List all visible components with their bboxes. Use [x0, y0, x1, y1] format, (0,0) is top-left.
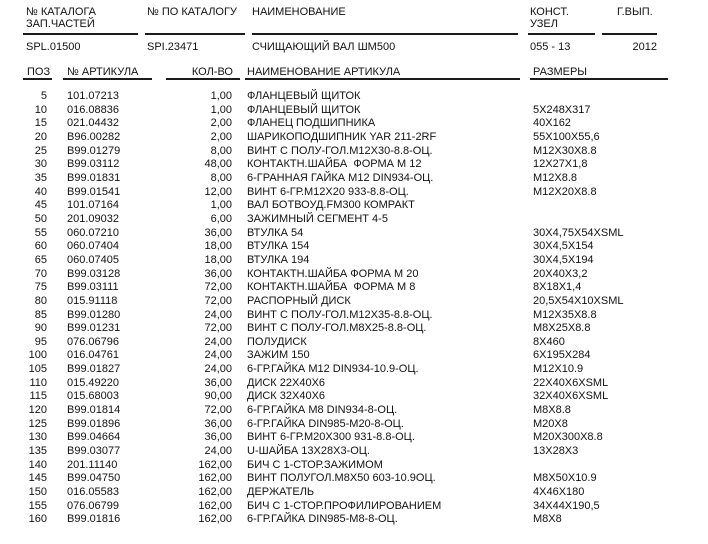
by-catalog-no-value: SPI.23471: [147, 41, 199, 53]
article-cell: B99.01814: [67, 404, 121, 417]
table-row: [14, 377, 694, 391]
article-cell: B99.01831: [67, 171, 121, 184]
size-cell: 40X162: [533, 117, 571, 130]
qty-cell: 36,00: [204, 226, 232, 239]
size-cell: 20,5X54X10XSML: [533, 294, 624, 307]
qty-cell: 72,00: [204, 322, 232, 335]
size-cell: 30X4,5X154: [533, 240, 594, 253]
qty-cell: 24,00: [204, 335, 232, 348]
article-cell: B96.00282: [67, 130, 121, 143]
column-header-pos: ПОЗ: [27, 66, 51, 78]
article-name-cell: ВАЛ БОТВОУД.FM300 КОМРАКТ: [247, 199, 415, 212]
qty-cell: 162,00: [198, 458, 232, 471]
qty-cell: 18,00: [204, 240, 232, 253]
column-header-article: № АРТИКУЛА: [67, 66, 139, 78]
article-cell: 015.91118: [67, 294, 118, 307]
article-name-cell: U-ШАЙБА 13X28X3-ОЦ.: [247, 445, 370, 458]
pos-cell: 5: [40, 90, 47, 102]
qty-cell: 72,00: [204, 294, 232, 307]
size-cell: 6X195X284: [533, 349, 591, 362]
pos-cell: 150: [28, 486, 47, 499]
article-cell: 076.06799: [67, 499, 119, 512]
size-cell: 8X18X1,4: [533, 281, 582, 294]
qty-cell: 36,00: [204, 431, 232, 444]
article-name-cell: ВТУЛКА 54: [247, 226, 304, 239]
pos-cell: 95: [34, 335, 47, 348]
pos-underline: [23, 78, 52, 80]
table-row: [14, 431, 694, 445]
catalog-no-value: SPL.01500: [26, 41, 81, 53]
article-name-cell: ВИНТ С ПОЛУ-ГОЛ.M8X25-8.8-ОЦ.: [247, 322, 427, 335]
table-row: [14, 445, 694, 459]
pos-cell: 100: [28, 349, 47, 362]
pos-cell: 155: [28, 499, 47, 512]
pos-cell: 145: [28, 472, 47, 485]
article-name-cell: ВТУЛКА 154: [247, 240, 310, 253]
pos-cell: 55: [34, 226, 47, 239]
unit-label-line1: КОНСТ.: [530, 6, 569, 18]
pos-cell: 30: [34, 158, 47, 171]
qty-cell: 24,00: [204, 349, 232, 362]
article-cell: B99.01816: [67, 513, 121, 526]
size-cell: 30X4,5X194: [533, 253, 594, 266]
article-name-cell: 6-ГР.ГАЙКА M8 DIN934-8-ОЦ.: [247, 404, 398, 417]
table-row: [14, 213, 694, 227]
article-name-cell: ПОЛУДИСК: [247, 335, 307, 348]
article-underline: [63, 78, 152, 80]
article-name-cell: ВТУЛКА 194: [247, 253, 310, 266]
pos-cell: 70: [34, 267, 47, 280]
article-name-cell: БИЧ С 1-СТОР.ЗАЖИМОМ: [247, 458, 383, 471]
article-name-cell: КОНТАКТН.ШАЙБА ФОРМА М 12: [247, 158, 422, 171]
qty-cell: 162,00: [198, 499, 232, 512]
article-cell: 201.11140: [67, 458, 118, 471]
article-name-cell: ЗАЖИМНЫЙ СЕГМЕНТ 4-5: [247, 212, 388, 225]
qty-cell: 72,00: [204, 281, 232, 294]
unit-underline: [528, 33, 595, 35]
table-row: [14, 363, 694, 377]
article-cell: B99.03077: [67, 445, 121, 458]
table-row: [14, 172, 694, 186]
article-name-cell: ВИНТ 6-ГР.M20X300 931-8.8-ОЦ.: [247, 431, 415, 444]
qty-cell: 162,00: [198, 486, 232, 499]
pos-cell: 140: [28, 458, 47, 471]
pos-cell: 45: [34, 199, 47, 212]
year-label: Г.ВЫП.: [617, 6, 653, 18]
catalog-no-label-line2: ЗАП.ЧАСТЕЙ: [26, 18, 95, 30]
article-cell: B99.04664: [67, 431, 121, 444]
article-cell: 076.06796: [67, 335, 119, 348]
size-cell: 34X44X190,5: [533, 499, 600, 512]
unit-label-line2: УЗЕЛ: [530, 18, 558, 30]
pos-cell: 35: [34, 171, 47, 184]
table-row: [14, 199, 694, 213]
article-cell: 016.04761: [67, 349, 119, 362]
qty-cell: 18,00: [204, 253, 232, 266]
size-cell: 32X40X6XSML: [533, 390, 609, 403]
article-name-cell: ЗАЖИМ 150: [247, 349, 310, 362]
name-value: СЧИЩАЮЩИЙ ВАЛ ШМ500: [252, 41, 396, 53]
pos-cell: 85: [34, 308, 47, 321]
qty-underline: [166, 78, 240, 80]
qty-cell: 6,00: [210, 212, 232, 225]
table-row: [14, 131, 694, 145]
article-name-cell: ВИНТ ПОЛУГОЛ.M8X50 603-10.9ОЦ.: [247, 472, 436, 485]
table-row: [14, 186, 694, 200]
unit-label: [530, 6, 569, 30]
size-cell: 12X27X1,8: [533, 158, 588, 171]
size-cell: M12X30X8.8: [533, 144, 597, 157]
qty-cell: 1,00: [210, 103, 232, 116]
table-row: [14, 268, 694, 282]
pos-cell: 105: [28, 363, 47, 376]
qty-cell: 24,00: [204, 308, 232, 321]
size-cell: 5X248X317: [533, 103, 591, 116]
article-name-cell: ДИСК 22X40X6: [247, 376, 326, 389]
article-name-cell: ВИНТ С ПОЛУ-ГОЛ.M12X35-8.8-ОЦ.: [247, 308, 433, 321]
pos-cell: 25: [34, 144, 47, 157]
table-row: [14, 500, 694, 514]
table-row: [14, 404, 694, 418]
size-cell: 13X28X3: [533, 445, 579, 458]
article-cell: 021.04432: [67, 117, 119, 130]
size-cell: 20X40X3,2: [533, 267, 588, 280]
article-name-cell: ВИНТ 6-ГР.М12X20 933-8.8-ОЦ.: [247, 185, 409, 198]
pos-cell: 160: [28, 513, 47, 526]
size-cell: 55X100X55,6: [533, 130, 600, 143]
size-cell: M20X8: [533, 417, 568, 430]
table-row: [14, 254, 694, 268]
catalog-no-underline: [23, 33, 138, 35]
article-name-cell: БИЧ С 1-СТОР.ПРОФИЛИРОВАНИЕМ: [247, 499, 442, 512]
table-row: [14, 322, 694, 336]
pos-cell: 20: [34, 130, 47, 143]
article-cell: B99.01896: [67, 417, 121, 430]
size-cell: M12X20X8.8: [533, 185, 597, 198]
table-row: [14, 90, 694, 104]
table-row: [14, 418, 694, 432]
article-cell: B99.01827: [67, 363, 121, 376]
size-cell: 30X4,75X54XSML: [533, 226, 624, 239]
article-cell: 015.68003: [67, 390, 119, 403]
catalog-no-label: [26, 6, 96, 30]
pos-cell: 60: [34, 240, 47, 253]
qty-cell: 1,00: [210, 90, 232, 102]
article-cell: 015.49220: [67, 376, 119, 389]
article-name-cell: ШАРИКОПОДШИПНИК YAR 211-2RF: [247, 130, 437, 143]
by-catalog-no-label: № ПО КАТАЛОГУ: [147, 6, 237, 18]
table-row: [14, 309, 694, 323]
pos-cell: 135: [28, 445, 47, 458]
article-cell: B99.01279: [67, 144, 121, 157]
table-row: [14, 295, 694, 309]
article-name-cell: ФЛАНЦЕВЫЙ ЩИТОК: [247, 90, 361, 102]
qty-cell: 162,00: [198, 472, 232, 485]
size-cell: M12X35X8.8: [533, 308, 597, 321]
pos-cell: 75: [34, 281, 47, 294]
article-cell: 060.07404: [67, 240, 119, 253]
article-name-cell: ДЕРЖАТЕЛЬ: [247, 486, 315, 499]
size-cell: M8X25X8.8: [533, 322, 591, 335]
table-row: [14, 390, 694, 404]
article-cell: B99.04750: [67, 472, 121, 485]
table-row: [14, 513, 694, 527]
qty-cell: 24,00: [204, 445, 232, 458]
pos-cell: 110: [29, 376, 47, 389]
article-cell: 060.07405: [67, 253, 119, 266]
article-name-cell: РАСПОРНЫЙ ДИСК: [247, 294, 351, 307]
by-catalog-no-underline: [145, 33, 245, 35]
table-row: [14, 117, 694, 131]
column-header-size: РАЗМЕРЫ: [533, 66, 588, 78]
article-cell: 201.09032: [67, 212, 119, 225]
qty-cell: 8,00: [210, 171, 232, 184]
article-name-cell: ДИСК 32X40X6: [247, 390, 326, 403]
pos-cell: 65: [34, 253, 47, 266]
table-row: [14, 104, 694, 118]
size-cell: 8X460: [533, 335, 565, 348]
qty-cell: 2,00: [210, 117, 232, 130]
catalog-no-label-line1: № КАТАЛОГА: [26, 6, 97, 18]
qty-cell: 90,00: [204, 390, 232, 403]
qty-cell: 162,00: [198, 513, 232, 526]
size-cell: M8X8.8: [533, 404, 571, 417]
article-name-cell: ФЛАНЕЦ ПОДШИПНИКА: [247, 117, 376, 130]
article-cell: 016.05583: [67, 486, 119, 499]
qty-cell: 24,00: [204, 363, 232, 376]
pos-cell: 130: [28, 431, 47, 444]
article-name-cell: КОНТАКТН.ШАЙБА ФОРМА М 20: [247, 267, 419, 280]
pos-cell: 50: [34, 212, 47, 225]
article-cell: 101.07213: [67, 90, 119, 102]
qty-cell: 48,00: [204, 158, 232, 171]
article-cell: B99.03112: [67, 158, 120, 171]
table-row: [14, 472, 694, 486]
article-cell: B99.01280: [67, 308, 121, 321]
qty-cell: 1,00: [210, 199, 232, 212]
pos-cell: 115: [29, 390, 47, 403]
pos-cell: 15: [34, 117, 47, 130]
article-cell: 101.07164: [67, 199, 119, 212]
article-name-cell: 6-ГР.ГАЙКА DIN985-M8-8-ОЦ.: [247, 513, 398, 526]
pos-cell: 120: [28, 404, 47, 417]
table-row: [14, 486, 694, 500]
article-cell: B99.01231: [67, 322, 121, 335]
column-header-qty: КОЛ-ВО: [191, 66, 233, 78]
qty-cell: 36,00: [204, 267, 232, 280]
year-underline: [602, 33, 657, 35]
size-cell: M20X300X8.8: [533, 431, 603, 444]
qty-cell: 12,00: [204, 185, 232, 198]
pos-cell: 40: [34, 185, 47, 198]
qty-cell: 36,00: [204, 417, 232, 430]
name-label: НАИМЕНОВАНИЕ: [252, 6, 346, 18]
name-underline: [252, 33, 518, 35]
article-name-cell: 6-ГРАННАЯ ГАЙКА М12 DIN934-ОЦ.: [247, 171, 434, 184]
size-cell: 4X46X180: [533, 486, 585, 499]
unit-value: 055 - 13: [530, 41, 571, 53]
article-name-cell: 6-ГР.ГАЙКА DIN985-M20-8-ОЦ.: [247, 417, 404, 430]
pos-cell: 125: [28, 417, 47, 430]
table-row: [14, 281, 694, 295]
size-cell: M8X50X10.9: [533, 472, 597, 485]
qty-cell: 36,00: [204, 376, 232, 389]
table-row: [14, 349, 694, 363]
size-cell: M12X8.8: [533, 171, 578, 184]
article-cell: B99.03111: [67, 281, 119, 294]
article-cell: B99.03128: [67, 267, 121, 280]
size-underline: [530, 78, 668, 80]
size-cell: M8X8: [533, 513, 562, 526]
table-row: [14, 336, 694, 350]
article-cell: B99.01541: [67, 185, 121, 198]
article-cell: 060.07210: [67, 226, 119, 239]
parts-table-body: [14, 90, 694, 527]
size-cell: 22X40X6XSML: [533, 376, 609, 389]
article-name-cell: ФЛАНЦЕВЫЙ ЩИТОК: [247, 103, 361, 116]
size-cell: M12X10.9: [533, 363, 584, 376]
table-row: [14, 459, 694, 473]
article-name-underline: [245, 78, 520, 80]
year-value: 2012: [632, 41, 657, 53]
column-header-name: НАИМЕНОВАНИЕ АРТИКУЛА: [247, 66, 401, 78]
qty-cell: 8,00: [210, 144, 232, 157]
article-name-cell: 6-ГР.ГАЙКА М12 DIN934-10.9-ОЦ.: [247, 363, 419, 376]
pos-cell: 10: [34, 103, 47, 116]
article-name-cell: КОНТАКТН.ШАЙБА ФОРМА М 8: [247, 281, 416, 294]
pos-cell: 90: [34, 322, 47, 335]
qty-cell: 72,00: [204, 404, 232, 417]
table-row: [14, 227, 694, 241]
table-row: [14, 240, 694, 254]
table-row: [14, 158, 694, 172]
article-cell: 016.08836: [67, 103, 119, 116]
article-name-cell: ВИНТ С ПОЛУ-ГОЛ.M12X30-8.8-ОЦ.: [247, 144, 433, 157]
qty-cell: 2,00: [210, 130, 232, 143]
table-row: [14, 145, 694, 159]
pos-cell: 80: [34, 294, 47, 307]
